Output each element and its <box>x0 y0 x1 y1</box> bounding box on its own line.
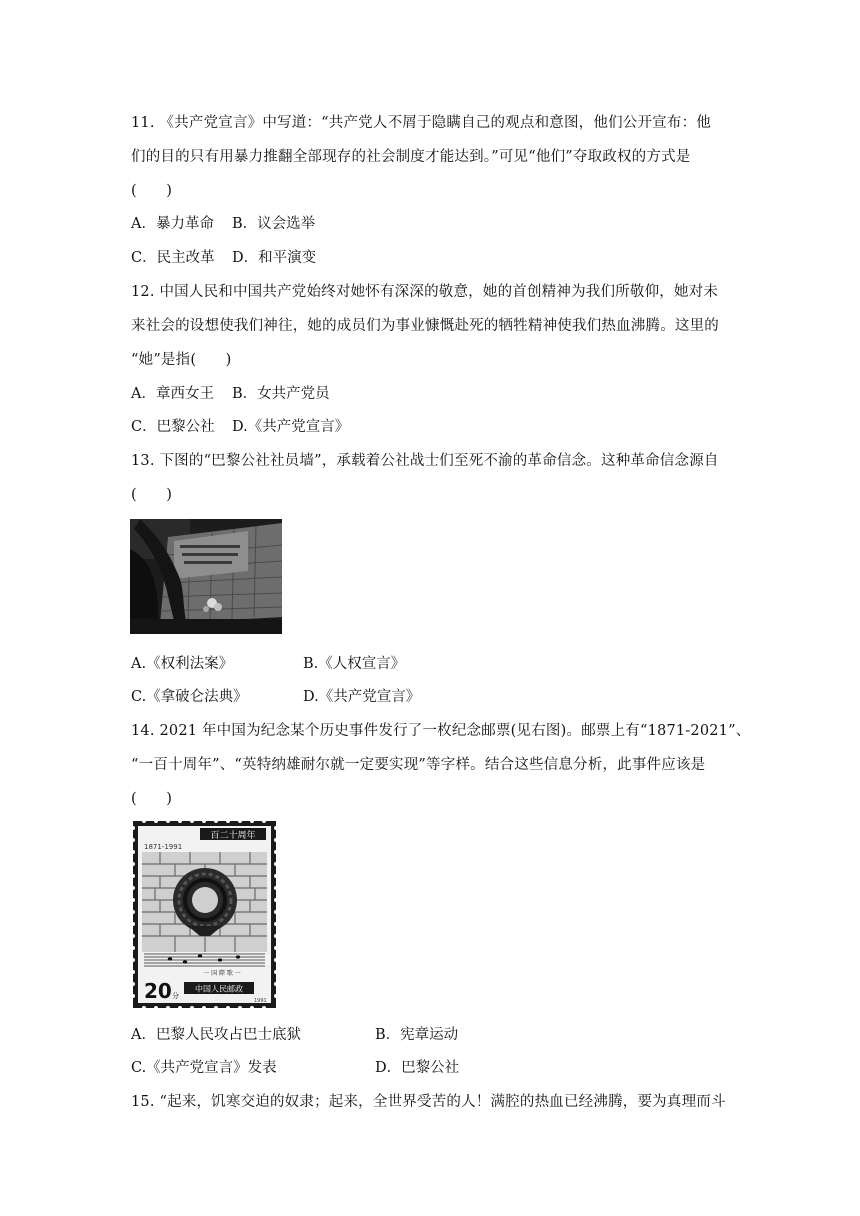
question-12-line-1: 12. 中国人民和中国共产党始终对她怀有深深的敬意，她的首创精神为我们所敬仰，她对未 <box>131 284 719 300</box>
question-11-line-2: 们的目的只有用暴力推翻全部现存的社会制度才能达到。”可见“他们”夺取政权的方式是 <box>131 149 691 165</box>
stamp-denomination: 20 <box>144 979 172 1003</box>
commemorative-stamp-image <box>130 818 279 1011</box>
question-11-option-b: B．议会选举 <box>232 216 316 232</box>
question-14-option-a: A．巴黎人民攻占巴士底狱 <box>131 1027 301 1043</box>
question-12-line-2: 来社会的设想使我们神往，她的成员们为事业慷慨赴死的牺牲精神使我们热血沸腾。这里的 <box>131 318 719 334</box>
stamp-country: 中国人民邮政 <box>195 984 243 994</box>
question-11-option-a: A．暴力革命 <box>131 216 214 232</box>
question-14-line-2: “一百十周年”、“英特纳雄耐尔就一定要实现”等字样。结合这些信息分析，此事件应该是 <box>131 757 706 773</box>
question-11-option-c: C．民主改革 <box>131 250 215 266</box>
question-13-line-1: 13. 下图的“巴黎公社社员墙”，承载着公社战士们至死不渝的革命信念。这种革命信念源自 <box>131 453 719 469</box>
question-14-answer-blank: ( ) <box>131 791 173 807</box>
communards-wall-photo <box>130 519 282 634</box>
question-14-option-d: D．巴黎公社 <box>375 1060 460 1076</box>
question-14-option-b: B．宪章运动 <box>375 1027 459 1043</box>
question-11-option-d: D．和平演变 <box>232 250 317 266</box>
question-12-option-a: A．章西女王 <box>131 386 214 402</box>
question-12-line-3: “她”是指( ) <box>131 352 232 368</box>
stamp-unit: 分 <box>172 992 179 1000</box>
question-13-answer-blank: ( ) <box>131 487 173 503</box>
question-14-line-1: 14. 2021 年中国为纪念某个历史事件发行了一枚纪念邮票(见右图)。邮票上有“1871-2021”、 <box>131 723 751 739</box>
question-12-option-b: B．女共产党员 <box>232 386 330 402</box>
question-14-option-c: C.《共产党宣言》发表 <box>131 1060 277 1076</box>
question-15-line-1: 15. “起来，饥寒交迫的奴隶；起来，全世界受苦的人！满腔的热血已经沸腾，要为真理而斗 <box>131 1094 726 1110</box>
question-11-answer-blank: ( ) <box>131 183 173 199</box>
stamp-issue-year: 1991 <box>254 998 267 1004</box>
question-12-option-d: D.《共产党宣言》 <box>232 419 350 435</box>
stamp-year-text: 1871-1991 <box>144 843 183 851</box>
question-13-option-a: A.《权利法案》 <box>131 656 234 672</box>
question-13-option-c: C.《拿破仑法典》 <box>131 689 248 705</box>
stamp-top-text: 百二十周年 <box>210 831 256 841</box>
stamp-banner-text: 一 国 際 歌 一 <box>203 970 241 977</box>
question-13-option-b: B.《人权宣言》 <box>303 656 406 672</box>
question-13-option-d: D.《共产党宣言》 <box>303 689 421 705</box>
question-11-line-1: 11. 《共产党宣言》中写道：“共产党人不屑于隐瞒自己的观点和意图，他们公开宣布：他 <box>131 115 711 131</box>
question-12-option-c: C．巴黎公社 <box>131 419 215 435</box>
